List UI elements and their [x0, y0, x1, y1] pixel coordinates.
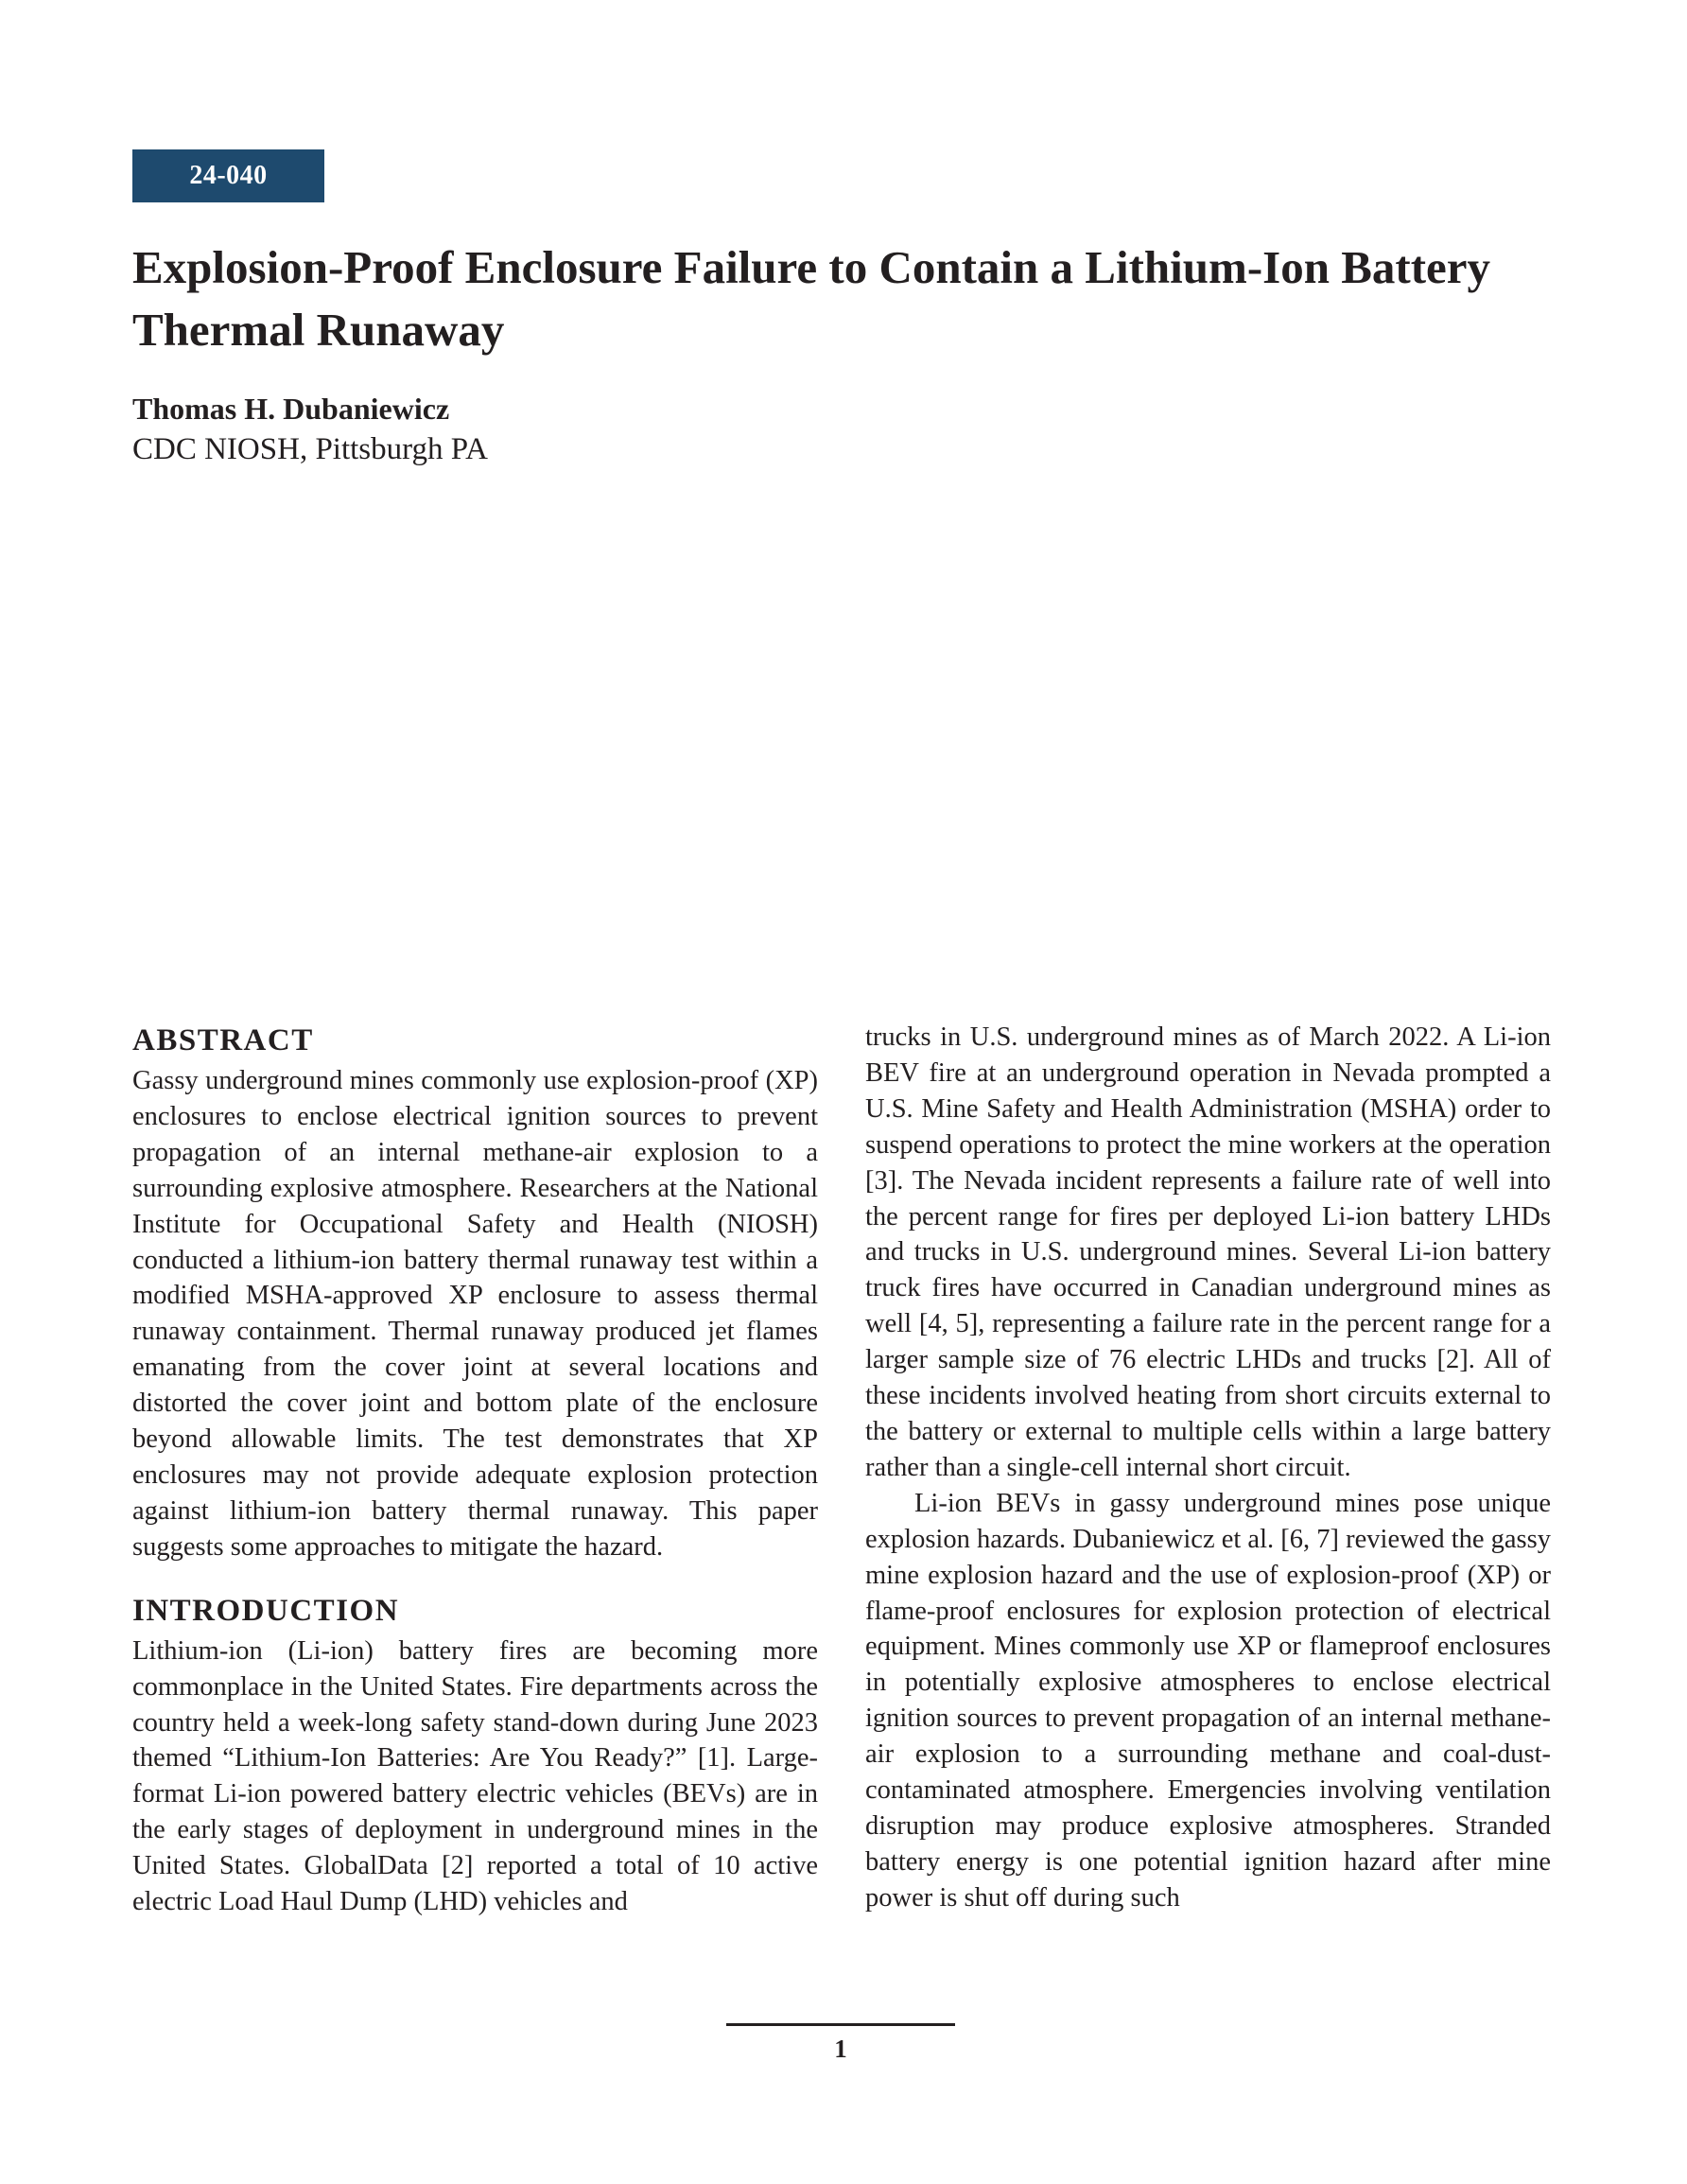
abstract-text: Gassy underground mines commonly use explosion-proof (XP) enclosures to enclose electrical ignition sources to prevent propagation of an internal methane-air explosion to a surrounding explosive atmosphere. Researchers at the National Institute for Occupational Safety and Health (NIOSH) conducted a lithium-ion battery thermal runaway test within a modified MSHA-approved XP enclosure to assess thermal runaway containment. Thermal runaway produced jet flames emanating from the cover joint at several locations and distorted the cover joint and bottom plate of the enclosure beyond allowable limits. The test demonstrates that XP enclosures may not provide adequate explosion protection against lithium-ion battery thermal runaway. This paper suggests some approaches to mitigate the hazard.	[132, 1066, 818, 1562]
author-name: Thomas H. Dubaniewicz	[132, 392, 450, 426]
paper-title: Explosion-Proof Enclosure Failure to Contain a Lithium-Ion Battery Thermal Runaway	[132, 241, 1491, 356]
footer-rule	[726, 2023, 955, 2026]
page-number: 1	[834, 2035, 847, 2063]
right-column	[865, 1020, 1551, 1916]
introduction-paragraph-1-part-b: trucks in U.S. underground mines as of March 2022. A Li-ion BEV fire at an underground operation in Nevada prompted a U.S. Mine Safety and Health Administration (MSHA) order to suspend operations to protect the mine workers at the operation [3]. The Nevada incident represents a failure rate of well into the percent range for fires per deployed Li-ion battery LHDs and trucks in U.S. underground mines. Several Li-ion battery truck fires have occurred in Canadian underground mines as well [4, 5], representing a failure rate in the percent range for a larger sample size of 76 electric LHDs and trucks [2]. All of these incidents involved heating from short circuits external to the battery or external to multiple cells within a large battery rather than a single-cell internal short circuit.	[865, 1022, 1551, 1482]
introduction-paragraph-2: Li-ion BEVs in gassy underground mines pose unique explosion hazards. Dubaniewicz et al. [6, 7] reviewed the gassy mine explosion hazard and the use of explosion-proof (XP) or flame-proof enclosures for explosion protection of electrical equipment. Mines commonly use XP or flameproof enclosures in potentially explosive atmospheres to enclose electrical ignition sources to prevent propagation of an internal methane-air explosion to a surrounding methane and coal-dust-contaminated atmosphere. Emergencies involving ventilation disruption may produce explosive atmospheres. Stranded battery energy is one potential ignition hazard after mine power is shut off during such	[865, 1488, 1551, 1913]
abstract-heading: ABSTRACT	[132, 1023, 314, 1057]
left-column	[132, 1020, 818, 1920]
introduction-heading: INTRODUCTION	[132, 1593, 400, 1628]
author-affiliation: CDC NIOSH, Pittsburgh PA	[132, 432, 488, 466]
report-number-badge: 24-040	[132, 149, 324, 202]
introduction-paragraph-1-part-a: Lithium-ion (Li-ion) battery fires are becoming more commonplace in the United States. Fire departments across the country held a week-long safety stand-down during June 2023 themed “Lithium-Ion Batteries: Are You Ready?” [1]. Large-format Li-ion powered battery electric vehicles (BEVs) are in the early stages of deployment in underground mines in the United States. GlobalData [2] reported a total of 10 active electric Load Haul Dump (LHD) vehicles and	[132, 1635, 818, 1917]
